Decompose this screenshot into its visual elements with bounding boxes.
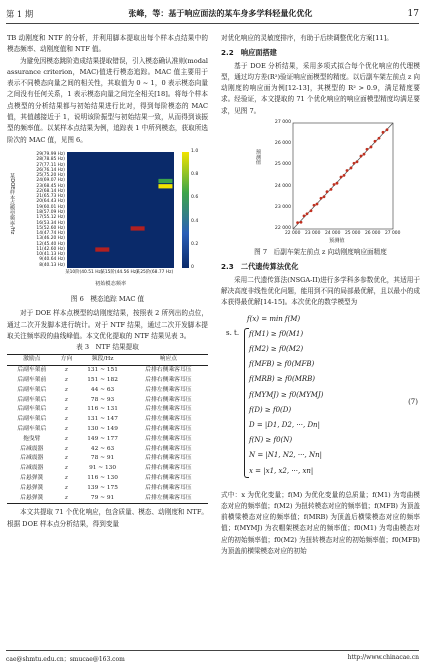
data-point (313, 204, 316, 207)
scatter-plot (221, 119, 420, 246)
table-cell: 后排右侧乘客耳压 (145, 445, 192, 452)
table-cell: z (64, 416, 68, 423)
paragraph: 为避免因模态跳阶造成结果提取错误，引入模态确认准则(modal assurance criterion，MAC)值进行模态追踪。MAC 值主要用于表示不同模态向量之间的相关性，其取值为 0 ~ 1，0 表示模态向量之间没有任何关系，1 表示模态向量之间完全相关[18]。将每个样本点模型的分析结果都与初始结果进行比对，得到每阶模态的 MAC 值，其值越接近于 1，说明该阶振型与初始结果一致，从而得到该振型的频率值。以某样本点结果为例，追踪表 1 中所列模态，获取所选阶次的 MAC 值，见图 6。 (7, 56, 208, 144)
colorbar-tick: 0.6 (191, 195, 199, 201)
table-cell: z (64, 435, 68, 442)
section-heading: 2.2 响应面搭建 (221, 48, 277, 58)
equation-line: f(M1) ≥ f0(M1) (249, 329, 304, 338)
y-tick-label: 25(75.20 Hz) (36, 173, 65, 179)
table-row (7, 415, 208, 425)
data-point (300, 221, 303, 224)
data-point (374, 140, 377, 143)
equation-line: D = |D1, D2, ···, Dn| (249, 420, 320, 429)
y-tick-label: 14(47.74 Hz) (36, 231, 65, 237)
response-surface-figure (221, 119, 420, 246)
data-point (360, 155, 363, 158)
table-cell: 91 ~ 130 (89, 465, 117, 472)
table-cell: z (64, 367, 68, 374)
page-footer (6, 650, 419, 663)
mac-figure (7, 148, 208, 291)
table-cell: 后副车架前 (17, 377, 47, 384)
data-point (366, 148, 369, 151)
figure-caption: 图 7 后副车架左前点 z 向动刚度响应面精度 (254, 248, 387, 257)
equation-line: f(MYMJ) ≥ f0(MYMJ) (249, 390, 324, 399)
table-cell: 后排左侧乘客耳压 (145, 386, 192, 393)
table-cell: 130 ~ 149 (87, 426, 118, 433)
paragraph: 采用二代遗传算法(NSGA-II)进行多学科多参数优化，其适用于解决高度非线性优化问题，能用到不同的局部最优解，且以最小的成本获得最优解[14-15]。本次优化的数学模型为 (221, 275, 420, 307)
equation-line: f(D) ≥ f0(D) (249, 405, 292, 414)
table-cell: 后减震器 (20, 455, 44, 462)
table-cell: 拖曳臂 (23, 435, 41, 442)
equation-line: x = |x1, x2, ···, xn| (249, 466, 314, 475)
table-caption: 表 3 NTF 结果提取 (76, 343, 139, 352)
table-cell: 后排左侧乘客耳压 (145, 494, 192, 501)
table-cell: z (64, 494, 68, 501)
y-tick-label: 27(77.11 Hz) (36, 162, 65, 168)
data-point (353, 162, 356, 165)
table-row (7, 484, 208, 494)
data-point (378, 137, 381, 140)
heatmap-background (67, 152, 174, 268)
table-cell: 后副车架后 (17, 386, 47, 393)
table-row (7, 405, 208, 415)
data-point (343, 174, 346, 177)
column-header: 激励点 (23, 356, 41, 363)
table-row (7, 445, 208, 455)
table-cell: 后副车架后 (17, 416, 47, 423)
table-cell: 131 ~ 147 (87, 416, 118, 423)
table-cell: 后减震器 (20, 465, 44, 472)
data-point (346, 169, 349, 172)
x-axis-label: 初始模态频率 (95, 280, 127, 287)
table-cell: 后排左侧乘客耳压 (145, 435, 192, 442)
y-tick-label: 24 000 (274, 183, 291, 189)
table-cell: z (64, 386, 68, 393)
table-row (7, 494, 208, 504)
heatmap-cell (158, 179, 172, 183)
equation-line: f(MRB) ≥ f0(MRB) (249, 375, 316, 384)
y-tick-label: 23 000 (274, 204, 291, 210)
ntf-table (7, 354, 208, 504)
y-tick-label: 18(57.09 Hz) (36, 209, 65, 215)
table-cell: 后排右侧乘客耳压 (145, 484, 192, 491)
table-cell: 后排右侧乘客耳压 (145, 396, 192, 403)
table-cell: 后排右侧乘客耳压 (145, 367, 192, 374)
table-cell: z (64, 484, 68, 491)
colorbar (182, 152, 189, 268)
table-cell: 139 ~ 175 (87, 484, 118, 491)
footer-email: cae@shmtu.edu.cn；smucae@163.com (6, 656, 125, 663)
table-cell: z (64, 455, 68, 462)
x-tick-label: 25 000 (345, 231, 361, 237)
data-point (320, 197, 323, 200)
x-tick-label: 某15阶(44.56 Hz) (100, 269, 138, 275)
data-point (382, 131, 385, 134)
y-tick-label: 8(40.13 Hz) (39, 262, 65, 268)
data-point (350, 167, 353, 170)
y-axis-label: 某DOE样本点模型频率/Hz (9, 172, 15, 235)
page-number: 17 (407, 8, 419, 19)
table-cell: 后排右侧乘客耳压 (145, 465, 192, 472)
x-tick-label: 24 000 (325, 231, 341, 237)
data-point (306, 212, 309, 215)
y-tick-label: 16(53.34 Hz) (36, 220, 65, 226)
figure-caption: 图 6 模态追踪 MAC 值 (70, 294, 145, 303)
y-tick-label: 9(40.64 Hz) (39, 257, 65, 263)
table-cell: z (64, 465, 68, 472)
table-cell: 44 ~ 63 (90, 386, 115, 393)
data-point (336, 182, 339, 185)
table-cell: z (64, 445, 68, 452)
data-point (333, 183, 336, 186)
colorbar-tick: 1.0 (191, 148, 199, 154)
equation-line: f(N) ≥ f0(N) (249, 436, 293, 445)
table-cell: 后副车架后 (17, 396, 47, 403)
x-tick-label: 22 000 (285, 231, 301, 237)
y-tick-label: 26(76.14 Hz) (36, 167, 65, 173)
issue-number: 第 1 期 (6, 8, 34, 19)
y-axis-label: 预测值 (255, 149, 261, 165)
y-tick-label: 20(64.43 Hz) (36, 199, 65, 205)
data-point (316, 203, 319, 206)
data-point (330, 188, 333, 191)
table-cell: 131 ~ 151 (87, 367, 118, 374)
table-row (7, 386, 208, 396)
y-tick-label: 13(46.20 Hz) (36, 236, 65, 242)
table-cell: 后排左侧乘客耳压 (145, 406, 192, 413)
table-cell: 后副车架后 (17, 406, 47, 413)
table-cell: z (64, 406, 68, 413)
table-cell: 42 ~ 63 (90, 445, 115, 452)
section-heading: 2.3 二代遗传算法优化 (221, 262, 299, 272)
table-cell: z (64, 475, 68, 482)
data-point (303, 215, 306, 218)
paragraph: 式中：x 为优化变量；f(M) 为优化变量的总质量；f(M1) 为弯曲模态对应的频率值；f(M2) 为扭转模态对应的频率值；f(MFB) 为顶盖前横梁模态对应的频率值；f(MRB) 为顶盖后横梁模态对应的频率值；f(MYMJ) 为衣帽架模态对应的频率值；f0(M1) 为弯曲模态对应的初始频率值；f0(M2) 为扭转模态对应的初始频率值；f0(MFB) 为顶盖前横梁模态对应的初始 (221, 490, 420, 556)
table-row (7, 474, 208, 484)
y-tick-label: 26 000 (274, 141, 291, 147)
column-header: 响应点 (159, 356, 178, 363)
y-tick-label: 24(69.07 Hz) (36, 178, 65, 184)
table-cell: 后副车架前 (17, 367, 47, 374)
data-point (296, 221, 299, 224)
y-tick-label: 22 000 (274, 226, 291, 232)
heatmap-cell (95, 247, 109, 251)
table-cell: 后悬弹簧 (20, 475, 44, 482)
data-point (310, 209, 313, 212)
table-cell: 后排左侧乘客耳压 (145, 416, 192, 423)
data-point (323, 195, 326, 198)
x-tick-label: 某10阶(40.51 Hz) (65, 269, 103, 275)
equation-line: f(MFB) ≥ f0(MFB) (249, 360, 315, 369)
table-row (7, 396, 208, 406)
table-cell: 151 ~ 182 (87, 377, 118, 384)
table-cell: 后排右侧乘客耳压 (145, 455, 192, 462)
running-title: 张峰，等：基于响应面法的某车身多学科轻量化优化 (128, 8, 313, 18)
table-row (7, 454, 208, 464)
data-point (363, 153, 366, 156)
x-tick-label: 某25阶(68.77 Hz) (135, 269, 174, 275)
paragraph: TB 动刚度和 NTF 的分析，并利用脚本提取出每个样本点结果中的模态频率、动刚度值和 NTF 值。 (7, 34, 208, 54)
table-row (7, 464, 208, 474)
heatmap-cell (158, 184, 172, 188)
x-tick-label: 26 000 (365, 231, 381, 237)
table-cell: 78 ~ 93 (90, 396, 115, 403)
y-tick-label: 10(41.13 Hz) (36, 252, 65, 258)
table-row (7, 435, 208, 445)
table-cell: 149 ~ 177 (87, 435, 118, 442)
equation-line: N = |N1, N2, ···, Nn| (249, 451, 322, 460)
table-cell: 后减震器 (20, 445, 44, 452)
constraint-label: s. t. (226, 328, 240, 337)
footer-url: http://www.chinacae.cn (347, 654, 419, 661)
data-point (370, 146, 373, 149)
y-tick-label: 17(55.12 Hz) (36, 215, 65, 221)
column-header: 频段/Hz (91, 356, 114, 363)
paragraph: 对于 DOE 样本点模型的动刚度结果，按照表 2 所列出的点位，通过二次开发脚本进行统计。对于 NTF 结果，通过二次开发脚本提取关注频率段的曲线峰值。本文优化提取的 NTF 结果见表 3。 (7, 309, 208, 340)
optimization-model (221, 311, 420, 489)
table-cell: 116 ~ 131 (87, 406, 118, 413)
data-point (326, 190, 329, 193)
paragraph: 对优化响应的灵敏度排序，有助于后续调整优化方案[11]。 (221, 34, 393, 42)
colorbar-tick: 0 (191, 264, 194, 270)
table-cell: 后排右侧乘客耳压 (145, 426, 192, 433)
table-cell: 后排右侧乘客耳压 (145, 475, 192, 482)
data-point (340, 176, 343, 179)
equation-line: f(x) = min f(M) (247, 314, 301, 323)
column-header: 方向 (60, 356, 73, 363)
heatmap-cell (131, 226, 145, 230)
y-tick-label: 12(45.40 Hz) (36, 241, 65, 247)
table-cell: z (64, 426, 68, 433)
table-cell: 后悬弹簧 (20, 484, 44, 491)
left-column (7, 33, 208, 530)
colorbar-tick: 0.8 (191, 172, 199, 178)
table-row (7, 425, 208, 435)
y-tick-label: 23(68.45 Hz) (36, 183, 65, 189)
table-cell: 78 ~ 91 (90, 455, 115, 462)
equation-number: (7) (408, 397, 418, 406)
y-tick-label: 19(60.01 Hz) (36, 204, 65, 210)
paragraph: 基于 DOE 分析结果，采用多项式拟合每个优化响应的代理模型，通过均方差(R²)验证响应面模型的精度。以后副车架左前点 z 向动刚度的响应面为例[12-13]，其模型的 R² > 0.9，满足精度要求。经验证，本文提取的 71 个优化响应的响应面模型精度均满足要求，见图 7。 (221, 61, 420, 115)
paragraph: 本文共提取 71 个优化响应，包含质量、模态、动刚度和 NTF。根据 DOE 样本点分析结果，得到变量 (7, 508, 208, 528)
table-row (7, 366, 208, 376)
x-tick-label: 23 000 (305, 231, 321, 237)
y-tick-label: 27 000 (274, 120, 291, 126)
right-column (221, 33, 420, 557)
y-tick-label: 15(52.60 Hz) (36, 225, 65, 231)
table-row (7, 376, 208, 386)
colorbar-tick: 0.2 (191, 241, 199, 247)
y-tick-label: 22(68.14 Hz) (36, 188, 65, 194)
y-tick-label: 28(78.85 Hz) (36, 157, 65, 163)
table-cell: 后悬弹簧 (20, 494, 44, 501)
table-cell: 后副车架后 (17, 426, 47, 433)
y-tick-label: 29(79.99 Hz) (36, 151, 65, 157)
y-tick-label: 11(42.60 Hz) (36, 246, 65, 252)
y-tick-label: 25 000 (274, 162, 291, 168)
page-header (6, 4, 419, 24)
table-cell: z (64, 377, 68, 384)
x-axis-label: 预测值 (329, 238, 345, 245)
table-cell: 116 ~ 130 (87, 475, 118, 482)
equation-line: f(M2) ≥ f0(M2) (249, 344, 304, 353)
x-tick-label: 27 000 (385, 231, 401, 237)
y-tick-label: 21(65.73 Hz) (36, 194, 65, 200)
data-point (386, 128, 389, 131)
colorbar-tick: 0.4 (191, 218, 199, 224)
table-cell: 79 ~ 91 (90, 494, 115, 501)
table-cell: z (64, 396, 68, 403)
data-point (356, 160, 359, 163)
table-cell: 后排右侧乘客耳压 (145, 377, 192, 384)
